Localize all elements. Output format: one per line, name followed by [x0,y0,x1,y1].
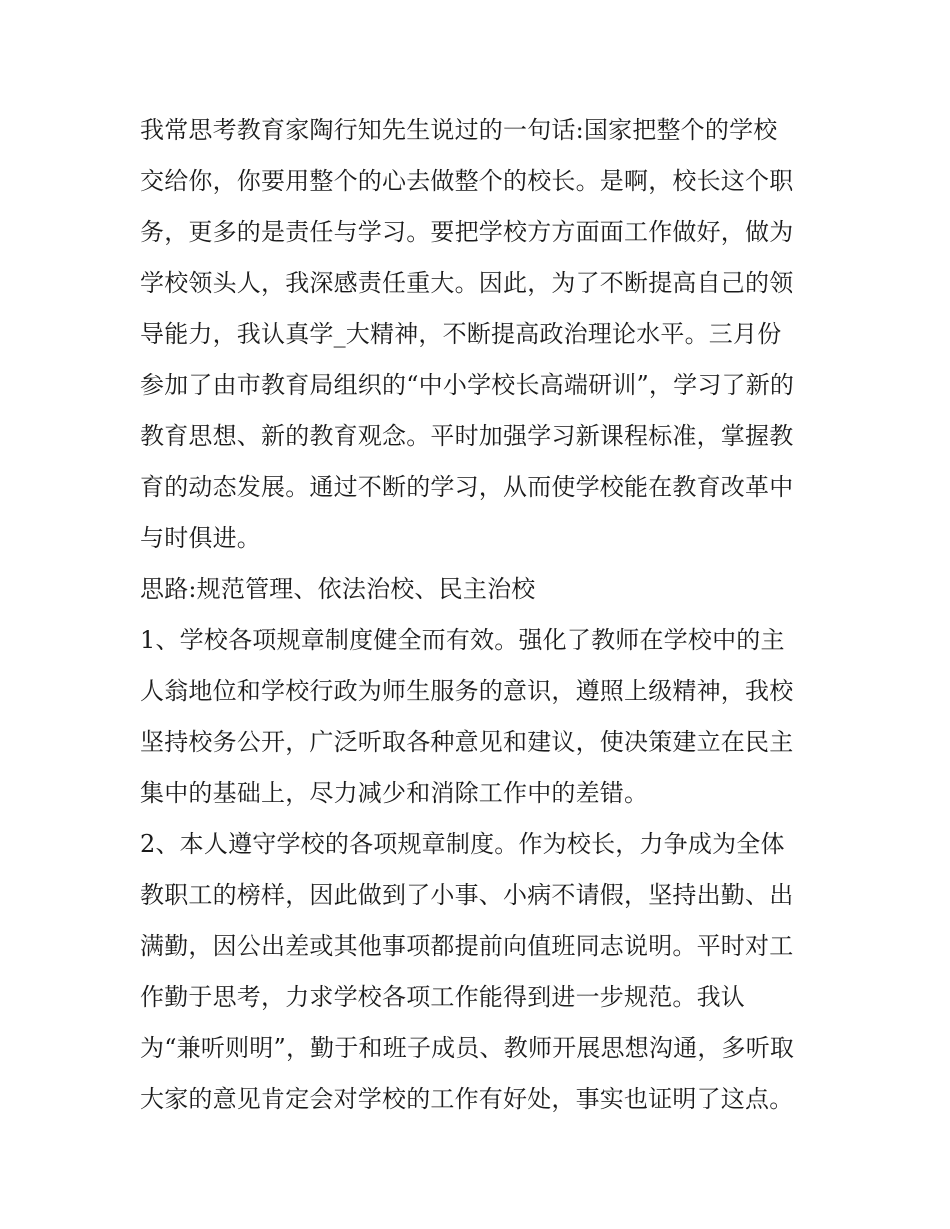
list-item-2-line: 为“兼听则明”，勤于和班子成员、教师开展思想沟通，多听取 [140,1034,795,1062]
text-line: 参加了由市教育局组织的“中小学校长高端研训”，学习了新的 [140,371,795,399]
list-item-1-line: 人翁地位和学校行政为师生服务的意识，遵照上级精神，我校 [140,677,794,705]
list-item-2-line: 2、本人遵守学校的各项规章制度。作为校长，力争成为全体 [140,830,785,858]
section-heading: 思路:规范管理、依法治校、民主治校 [140,575,536,603]
list-item-1-line: 坚持校务公开，广泛听取各种意见和建议，使决策建立在民主 [140,728,794,756]
list-item-2-line: 满勤，因公出差或其他事项都提前向值班同志说明。平时对工 [140,932,794,960]
text-line: 我常思考教育家陶行知先生说过的一句话:国家把整个的学校 [140,116,778,144]
list-item-2-line: 作勤于思考，力求学校各项工作能得到进一步规范。我认 [140,983,745,1011]
text-line: 育的动态发展。通过不断的学习，从而使学校能在教育改革中 [140,473,794,501]
list-item-1-line: 集中的基础上，尽力减少和消除工作中的差错。 [140,779,649,807]
list-item-2-line: 教职工的榜样，因此做到了小事、小病不请假，坚持出勤、出 [140,881,794,909]
text-line: 导能力，我认真学_大精神，不断提高政治理论水平。三月份 [140,320,782,348]
text-line: 交给你，你要用整个的心去做整个的校长。是啊，校长这个职 [140,167,794,195]
text-line: 与时俱进。 [140,524,261,552]
list-item-1-line: 1、学校各项规章制度健全而有效。强化了教师在学校中的主 [140,626,785,654]
text-line: 务，更多的是责任与学习。要把学校方方面面工作做好，做为 [140,218,794,246]
document-body [140,105,820,1125]
text-line: 学校领头人，我深感责任重大。因此，为了不断提高自己的领 [140,269,794,297]
text-line: 教育思想、新的教育观念。平时加强学习新课程标准，掌握教 [140,422,794,450]
list-item-2-line: 大家的意见肯定会对学校的工作有好处，事实也证明了这点。 [140,1085,794,1113]
